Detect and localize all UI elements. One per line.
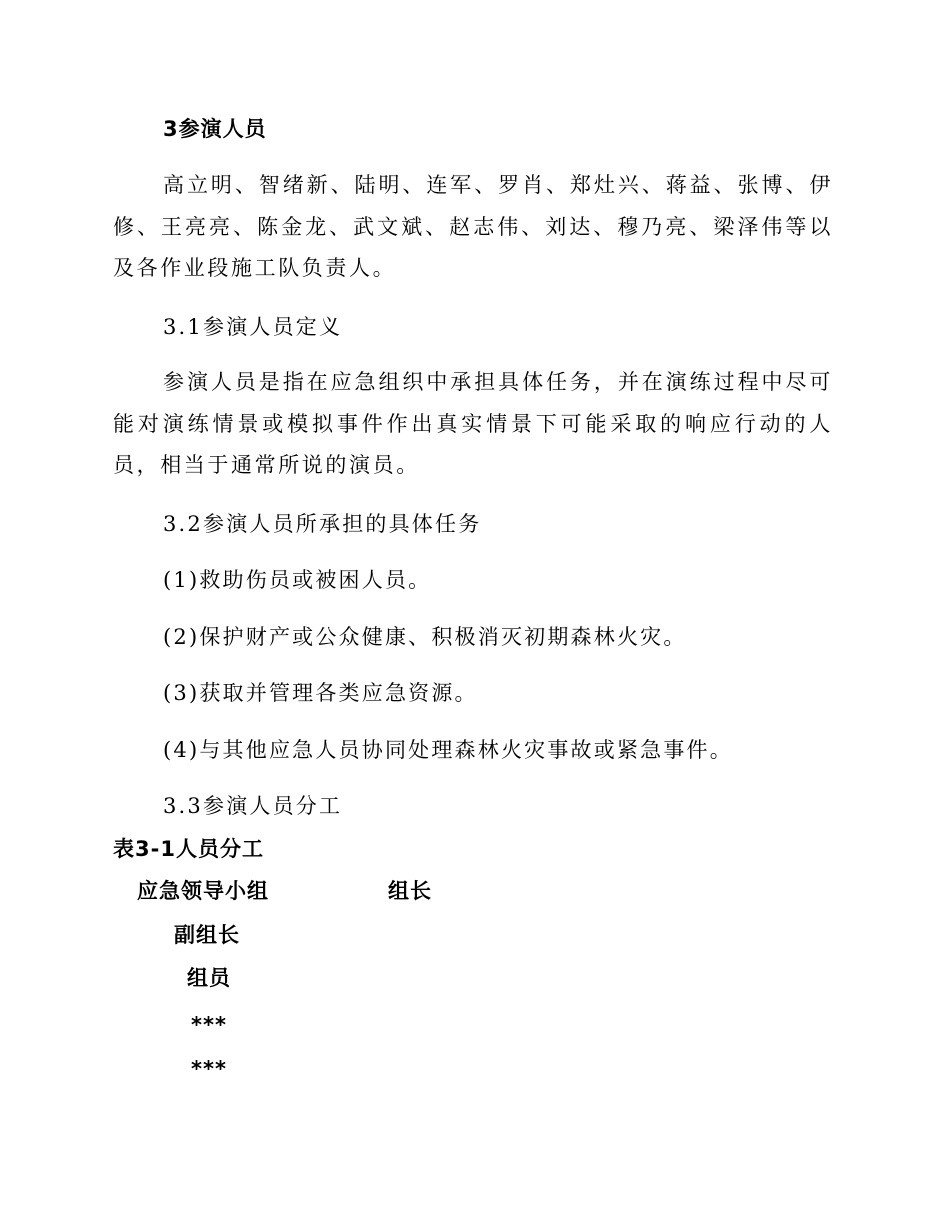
group-name-cell: 应急领导小组 [137, 879, 269, 903]
task-item: (4)与其他应急人员协同处理森林火灾事故或紧急事件。 [163, 738, 733, 762]
task-item: (1)救助伤员或被困人员。 [163, 568, 432, 592]
deputy-label-cell: 副组长 [174, 923, 240, 947]
task-item: (3)获取并管理各类应急资源。 [163, 681, 478, 705]
definition-paragraph: 参演人员是指在应急组织中承担具体任务，并在演练过程中尽可能对演练情景或模拟事件作出真实情景下可能采取的响应行动的人员，相当于通常所说的演员。 [113, 370, 833, 477]
member-label-cell: 组员 [187, 966, 231, 990]
leader-label-cell: 组长 [388, 879, 432, 903]
participants-paragraph: 高立明、智绪新、陆明、连军、罗肖、郑灶兴、蒋益、张博、伊修、王亮亮、陈金龙、武文斌、赵志伟、刘达、穆乃亮、梁泽伟等以及各作业段施工队负责人。 [113, 173, 833, 280]
task-item: (2)保护财产或公众健康、积极消灭初期森林火灾。 [163, 625, 687, 649]
subsection-3-3-title: 3.3参演人员分工 [163, 794, 343, 818]
member-cell: *** [191, 1057, 227, 1081]
table-caption: 表3-1人员分工 [113, 837, 264, 861]
member-cell: *** [191, 1013, 227, 1037]
subsection-3-2-title: 3.2参演人员所承担的具体任务 [163, 512, 482, 536]
section-title: 3参演人员 [163, 117, 267, 141]
subsection-3-1-title: 3.1参演人员定义 [163, 315, 343, 339]
